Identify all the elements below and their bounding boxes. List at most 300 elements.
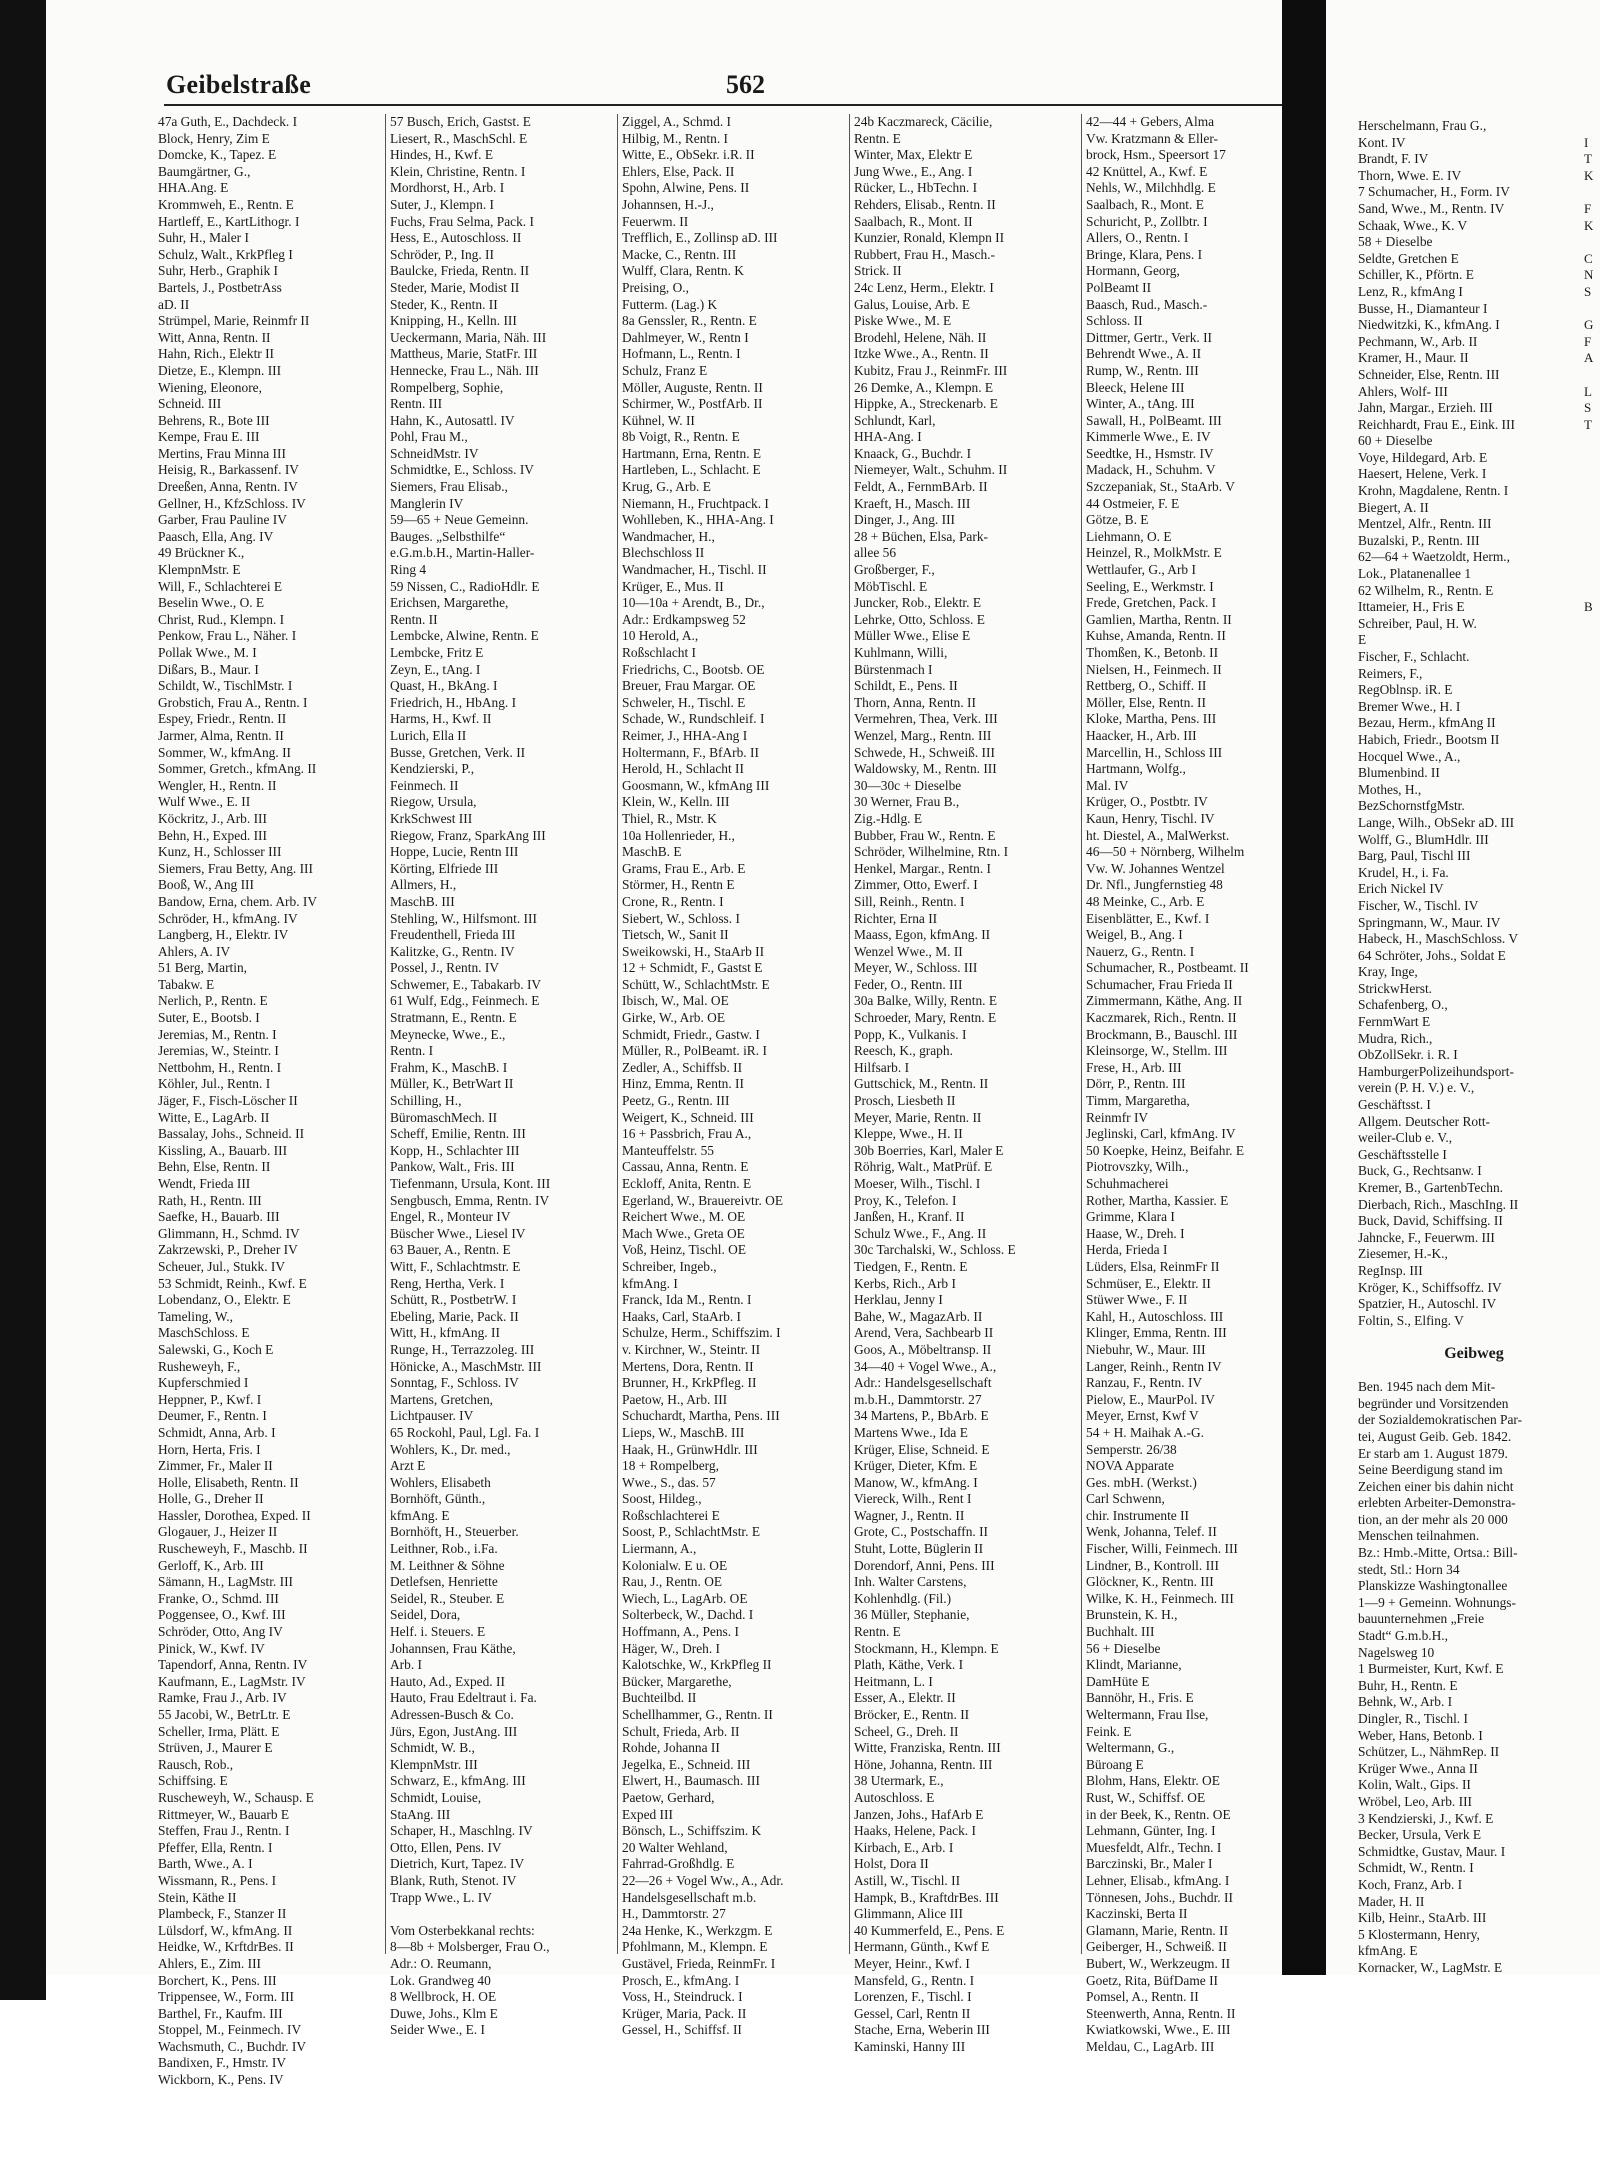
directory-entry: Suter, J., Klempn. I [390,196,494,212]
right-page-entry: Blumenbind. II [1358,765,1440,781]
directory-entry: 50 Koepke, Heinz, Beifahr. E [1086,1142,1245,1158]
directory-entry: Gellner, H., KfzSchloss. IV [158,495,306,511]
directory-entry: Rompelberg, Sophie, [390,379,504,395]
directory-entry: Wandmacher, H., [622,528,715,544]
directory-entry: Johannsen, Frau Käthe, [390,1640,516,1656]
directory-entry: Goosmann, W., kfmAng III [622,777,770,793]
directory-entry: Hoppe, Lucie, Rentn III [390,844,519,860]
directory-entry: Sommer, Gretch., kfmAng. II [158,761,317,777]
directory-entry: 49 Brückner K., [158,545,245,561]
directory-entry: Zimmer, Otto, Ewerf. I [854,877,978,893]
right-page-entry: kfmAng. E [1358,1943,1418,1959]
directory-entry: Soost, P., SchlachtMstr. E [622,1524,761,1540]
directory-entry: Tabakw. E [158,976,215,992]
directory-entry: Richter, Erna II [854,910,938,926]
directory-entry: 59 Nissen, C., RadioHdlr. E [390,578,540,594]
directory-entry: Macke, C., Rentn. III [622,246,737,262]
directory-entry: Barth, Wwe., A. I [158,1856,253,1872]
directory-entry: Niemann, H., Fruchtpack. I [622,495,769,511]
right-page-entry [1358,1363,1590,1380]
right-page-entry: Lok., Platanenallee 1 [1358,566,1472,582]
directory-entry: Soost, Hildeg., [622,1491,702,1507]
directory-entry: Paetow, H., Arb. III [622,1391,728,1407]
right-page-entry: Buhr, H., Rentn. E [1358,1677,1458,1693]
directory-entry: Grimme, Klara I [1086,1209,1175,1225]
directory-entry: Witte, E., ObSekr. i.R. II [622,147,755,163]
directory-entry: Domcke, K., Tapez. E [158,147,277,163]
directory-entry: Steder, Marie, Modist II [390,279,520,295]
directory-entry: Ruscheweyh, F., Maschb. II [158,1541,308,1557]
directory-entry: 34—40 + Vogel Wwe., A., [854,1358,997,1374]
directory-entry: Krüger, E., Mus. II [622,578,724,594]
right-page-edge-glyph [1584,1479,1600,1496]
directory-entry: 12 + Schmidt, F., Gastst E [622,960,763,976]
directory-entry: Liesert, R., MaschSchl. E [390,130,528,146]
directory-entry: Engel, R., Monteur IV [390,1209,511,1225]
right-page-entry: Pechmann, W., Arb. II [1358,333,1478,349]
directory-entry: Seidel, Dora, [390,1607,461,1623]
directory-entry: Rehders, Elisab., Rentn. II [854,196,996,212]
directory-entry: Brodehl, Helene, Näh. II [854,329,987,345]
directory-entry: Bröcker, E., Rentn. II [854,1707,970,1722]
directory-entry: Wohlers, K., Dr. med., [390,1441,511,1457]
directory-entry: Hermann, Günth., Kwf E [854,1939,990,1955]
directory-entry: m.b.H., Dammtorstr. 27 [854,1391,982,1407]
directory-entry: Bücker, Margarethe, [622,1673,732,1689]
directory-entry: Kuhlmann, Willi, [854,645,948,660]
directory-entry: 30a Balke, Willy, Rentn. E [854,993,998,1009]
directory-entry: Glamann, Marie, Rentn. II [1086,1922,1229,1938]
directory-entry: Fuchs, Frau Selma, Pack. I [390,213,534,229]
right-page-entry: Schreiber, Paul, H. W. [1358,615,1477,631]
directory-entry: Ahlers, E., Zim. III [158,1955,262,1971]
right-page-edge-glyph [1584,1363,1600,1380]
directory-entry: Dr. Nfl., Jungfernstieg 48 [1086,877,1223,893]
directory-entry: Ibisch, W., Mal. OE [622,993,729,1009]
directory-entry: Klein, Christine, Rentn. I [390,163,526,179]
directory-entry: Rusheweyh, F., [158,1358,241,1374]
right-page-entry: Buck, G., Rechtsanw. I [1358,1163,1482,1179]
directory-entry: Steffen, Frau J., Rentn. I [158,1823,290,1839]
directory-entry [390,1906,612,1923]
directory-entry: 57 Busch, Erich, Gastst. E [390,114,531,129]
directory-entry: HHA-Ang. I [854,429,922,445]
right-page-edge-glyph: C [1584,250,1593,266]
right-page-entry: Jahn, Margar., Erzieh. III [1358,400,1493,416]
right-page-entry: Buck, David, Schiffsing. II [1358,1213,1503,1229]
directory-entry: Scheff, Emilie, Rentn. III [390,1126,526,1142]
directory-entry: 8a Genssler, R., Rentn. E [622,313,757,329]
directory-entry: Fischer, Willi, Feinmech. III [1086,1541,1238,1557]
directory-entry: Müller, K., BetrWart II [390,1076,514,1092]
directory-entry: Wachsmuth, C., Buchdr. IV [158,2038,307,2054]
directory-entry: Schulz, Walt., KrkPfleg I [158,246,293,262]
directory-entry: Rau, J., Rentn. OE [622,1574,723,1590]
directory-entry: Saefke, H., Bauarb. III [158,1209,280,1225]
directory-entry: Adr.: Erdkampsweg 52 [622,611,746,627]
right-page-entry: Krohn, Magdalene, Rentn. I [1358,483,1509,499]
directory-entry: Stehling, W., Hilfsmont. III [390,910,537,926]
directory-entry: Schweler, H., Tischl. E [622,694,746,710]
directory-entry: brock, Hsm., Speersort 17 [1086,147,1226,163]
directory-entry: H., Dammtorstr. 27 [622,1906,726,1922]
directory-entry: Blechschloss II [622,545,705,561]
directory-entry: Esser, A., Elektr. II [854,1690,956,1706]
directory-entry: Mach Wwe., Greta OE [622,1225,745,1241]
directory-column-3 [622,114,844,2038]
directory-entry: Rentn. II [390,611,438,627]
directory-entry: Bartels, J., PostbetrAss [158,279,282,295]
right-page-edge-glyph [1584,732,1600,749]
directory-entry: kfmAng. E [390,1507,450,1523]
directory-entry: Ring 4 [390,562,427,578]
right-page-entry: Busse, H., Diamanteur I [1358,300,1488,316]
directory-entry: Mertens, Dora, Rentn. II [622,1358,754,1374]
directory-entry: Carl Schwenn, [1086,1491,1165,1507]
directory-entry: Preising, O., [622,279,689,295]
directory-entry: StaAng. III [390,1806,451,1822]
directory-entry: Wiening, Eleonore, [158,379,262,395]
directory-entry: 53 Schmidt, Reinh., Kwf. E [158,1275,307,1291]
directory-entry: Suter, E., Bootsb. I [158,1010,260,1026]
directory-entry: Galus, Louise, Arb. E [854,296,971,312]
directory-entry: Holst, Dora II [854,1856,929,1872]
right-page-entry: Erich Nickel IV [1358,881,1444,897]
directory-entry: MöbTischl. E [854,578,928,594]
directory-entry: Roßschlachterei E [622,1507,720,1523]
directory-entry: Schmüser, E., Elektr. II [1086,1275,1211,1291]
directory-entry: Pomsel, A., Rentn. II [1086,1989,1199,2005]
right-page-edge-glyph [1584,632,1600,649]
directory-entry: Hoffmann, A., Pens. I [622,1624,739,1640]
right-page-entry: Schmidtke, Gustav, Maur. I [1358,1843,1506,1859]
right-page-entry: 5 Klostermann, Henry, [1358,1926,1480,1942]
directory-entry: Jung Wwe., E., Ang. I [854,163,973,179]
directory-entry: Rubbert, Frau H., Masch.- [854,246,995,262]
right-page-entry: 64 Schröter, Johs., Soldat E [1358,947,1506,963]
right-page-entry: Geschäftsstelle I [1358,1146,1447,1162]
directory-entry: Kubitz, Frau J., ReinmFr. III [854,362,1008,378]
directory-entry: Heisig, R., Barkassenf. IV [158,462,299,478]
directory-entry: Lembcke, Fritz E [390,645,484,660]
directory-entry: Saalbach, R., Mont. E [1086,196,1204,212]
right-page-edge-glyph [1584,1396,1600,1413]
directory-entry: Weltermann, Frau Ilse, [1086,1707,1209,1722]
directory-entry: Vermehren, Thea, Verk. III [854,711,998,727]
directory-entry: Reesch, K., graph. [854,1043,953,1059]
directory-entry: Voß, Heinz, Tischl. OE [622,1242,746,1258]
directory-entry: 26 Demke, A., Klempn. E [854,379,994,395]
directory-entry: Sämann, H., LagMstr. III [158,1574,293,1590]
directory-entry: Plambeck, F., Stanzer II [158,1906,287,1922]
right-page-entry: Schützer, L., NähmRep. II [1358,1744,1500,1760]
directory-entry: Eisenblätter, E., Kwf. I [1086,910,1210,926]
directory-entry: Bubber, Frau W., Rentn. E [854,827,996,843]
right-page-entry: Habeck, H., MaschSchloss. V [1358,931,1519,947]
directory-entry: Schroeder, Mary, Rentn. E [854,1010,997,1026]
directory-entry: Paetow, Gerhard, [622,1789,715,1805]
directory-entry: Rausch, Rob., [158,1756,234,1772]
right-page-edge-glyph [1584,1230,1600,1247]
directory-entry: Seidel, R., Steuber. E [390,1590,505,1606]
directory-entry: Scheller, Irma, Plätt. E [158,1723,280,1739]
directory-entry: 59—65 + Neue Gemeinn. [390,512,529,528]
right-page-entry: FernmWart E [1358,1014,1431,1030]
directory-entry: Ramke, Frau J., Arb. IV [158,1690,287,1706]
directory-entry: Reichert Wwe., M. OE [622,1209,746,1225]
directory-entry: Bringe, Klara, Pens. I [1086,246,1203,262]
right-page-edge-glyph: A [1584,350,1594,366]
directory-entry: Meyer, Marie, Rentn. II [854,1109,982,1125]
directory-entry: 8b Voigt, R., Rentn. E [622,429,740,445]
directory-entry: Feink. E [1086,1723,1132,1739]
right-page-edge-glyph: K [1584,167,1594,183]
directory-entry: Hartmann, Erna, Rentn. E [622,445,762,461]
directory-entry: Lehmann, Günter, Ing. I [1086,1823,1216,1839]
directory-entry: KrkSchwest III [390,810,473,826]
right-page-edge-glyph: F [1584,200,1592,216]
directory-entry: Büscher Wwe., Liesel IV [390,1225,526,1241]
right-page-edge-glyph [1584,1031,1600,1048]
directory-entry: Klindt, Marianne, [1086,1657,1182,1673]
directory-entry: Thomßen, K., Betonb. II [1086,645,1219,660]
directory-entry: Block, Henry, Zim E [158,130,270,146]
right-page-entry: Weber, Hans, Betonb. I [1358,1727,1483,1743]
directory-entry: Frese, H., Arb. III [1086,1059,1182,1075]
directory-entry: 42 Knüttel, A., Kwf. E [1086,163,1208,179]
directory-entry: SchneidMstr. IV [390,445,479,461]
right-page-entry: Kont. IV [1358,134,1406,150]
right-page-edge-glyph [1584,997,1600,1014]
directory-entry: Maass, Egon, kfmAng. II [854,927,991,943]
directory-entry: Schmidt, W. B., [390,1740,475,1756]
page-header-street: Geibelstraße [166,70,312,99]
right-page-entry: verein (P. H. V.) e. V., [1358,1080,1475,1096]
right-page-edge-glyph [1584,483,1600,500]
directory-entry: Holle, Elisabeth, Rentn. II [158,1474,299,1490]
right-page-entry: Jahncke, F., Feuerwm. III [1358,1229,1495,1245]
directory-entry: 46—50 + Nörnberg, Wilhelm [1086,844,1245,860]
directory-entry: Meyer, W., Schloss. III [854,960,978,976]
directory-entry: Astill, W., Tischl. II [854,1872,961,1888]
right-page-edge-glyph [1584,765,1600,782]
directory-entry: Schwemer, E., Tabakarb. IV [390,976,542,992]
directory-entry: Feder, O., Rentn. III [854,976,963,992]
directory-entry: Wiech, L., LagArb. OE [622,1590,748,1606]
directory-entry: Janzen, Johs., HafArb E [854,1806,984,1822]
directory-entry: Bürstenmach I [854,661,933,677]
directory-entry: Seeling, E., Werkmstr. I [1086,578,1214,594]
directory-entry: Mattheus, Marie, StatFr. III [390,346,538,362]
directory-entry: Strick. II [854,263,902,279]
directory-entry: in der Beek, K., Rentn. OE [1086,1806,1231,1822]
directory-entry: Holle, G., Dreher II [158,1491,264,1507]
right-page-entry: Fischer, F., Schlacht. [1358,649,1470,664]
directory-entry: Winter, Max, Elektr E [854,147,973,163]
right-page-entry: Mudra, Rich., [1358,1030,1433,1046]
directory-entry: Hinz, Emma, Rentn. II [622,1076,744,1092]
directory-entry: Schloss. II [1086,313,1143,329]
right-page-entry: Brandt, F. IV [1358,151,1429,167]
directory-entry: Rücker, L., HbTechn. I [854,180,978,196]
directory-entry: Schulz, Franz E [622,362,708,378]
directory-entry: Sill, Reinh., Rentn. I [854,893,965,909]
directory-entry: Kaczmarek, Rich., Rentn. II [1086,1010,1237,1026]
directory-entry: Kupferschmied I [158,1375,249,1391]
directory-entry: Niemeyer, Walt., Schuhm. II [854,462,1008,478]
directory-entry: e.G.m.b.H., Martin-Haller- [390,545,535,561]
directory-entry: Zimmer, Fr., Maler II [158,1458,273,1474]
right-page-edge-glyph [1584,1562,1600,1579]
directory-entry: Lichtpauser. IV [390,1408,474,1424]
right-page-entry: Biegert, A. II [1358,499,1429,515]
right-page-entry: Stadt“ G.m.b.H., [1358,1628,1449,1644]
directory-entry: 24b Kaczmareck, Cäcilie, [854,114,993,129]
right-page-edge-glyph [1584,931,1600,948]
directory-entry: Sonntag, F., Schloss. IV [390,1375,519,1391]
directory-entry: Röhrig, Walt., MatPrüf. E [854,1159,993,1175]
directory-entry: Scheel, G., Dreh. II [854,1723,959,1739]
directory-entry: Liermann, A., [622,1541,697,1557]
directory-entry: Reng, Hertha, Verk. I [390,1275,505,1291]
directory-entry: Seider Wwe., E. I [390,2022,485,2038]
directory-entry: Niebuhr, W., Maur. III [1086,1341,1206,1357]
directory-entry: Steder, K., Rentn. II [390,296,498,312]
directory-entry: Wickborn, K., Pens. IV [158,2072,284,2088]
directory-entry: Hippke, A., Streckenarb. E [854,396,998,412]
directory-entry: Schwede, H., Schweiß. III [854,744,995,760]
directory-entry: Thorn, Anna, Rentn. II [854,694,976,710]
right-page-entry: stedt, Stl.: Horn 34 [1358,1561,1460,1577]
directory-entry: 8—8b + Molsberger, Frau O., [390,1939,550,1955]
right-page-entry: Voye, Hildegard, Arb. E [1358,449,1488,465]
directory-entry: Hahn, K., Autosattl. IV [390,412,515,428]
directory-entry: Barthel, Fr., Kaufm. III [158,2005,283,2021]
right-page-edge-glyph [1584,1047,1600,1064]
directory-entry: Arzt E [390,1458,426,1474]
directory-entry: Booß, W., Ang III [158,877,254,893]
directory-entry: Jürs, Egon, JustAng. III [390,1723,518,1739]
right-page-entry: Lenz, R., kfmAng I [1358,283,1463,299]
directory-entry: Herold, H., Schlacht II [622,761,744,777]
directory-entry: Dreeßen, Anna, Rentn. IV [158,479,298,495]
directory-entry: Kraeft, H., Masch. III [854,495,971,511]
directory-entry: Lembcke, Alwine, Rentn. E [390,628,539,644]
directory-entry: Schumacher, R., Postbeamt. II [1086,960,1249,976]
directory-entry: Hilfsarb. I [854,1059,910,1075]
right-page-edge-glyph [1584,450,1600,467]
directory-entry: Rentn. E [854,1624,901,1640]
right-page-edge-glyph [1584,433,1600,450]
directory-entry: Lüders, Elsa, ReinmFr II [1086,1258,1220,1274]
directory-entry: Zakrzewski, P., Dreher IV [158,1242,298,1258]
directory-entry: Wwe., S., das. 57 [622,1474,716,1490]
directory-entry: Kuhse, Amanda, Rentn. II [1086,628,1226,644]
right-page-entry: E [1358,632,1367,648]
right-page-entry: 7 Schumacher, H., Form. IV [1358,184,1510,200]
directory-entry: Schröder, H., kfmAng. IV [158,910,298,926]
directory-entry: Kleppe, Wwe., H. II [854,1126,963,1142]
directory-entry: Lok. Grandweg 40 [390,1972,491,1988]
directory-entry: Körting, Elfriede III [390,860,499,876]
directory-entry: Schmidt, Friedr., Gastw. I [622,1026,760,1042]
directory-entry: Christ, Rud., Klempn. I [158,611,285,627]
directory-entry: Goetz, Rita, BüfDame II [1086,1972,1219,1988]
right-page-entry: 62—64 + Waetzoldt, Herm., [1358,549,1511,565]
directory-entry: Götze, B. E [1086,512,1149,528]
right-page-edge-glyph [1584,1246,1600,1263]
directory-entry: Bornhöft, Günth., [390,1491,486,1507]
directory-entry: Reimer, J., HHA-Ang I [622,727,748,743]
directory-entry: PolBeamt II [1086,279,1152,295]
right-page-edge-glyph [1584,118,1600,135]
right-page-entry: Zeichen einer bis dahin nicht [1358,1478,1514,1494]
directory-entry: Friedrichs, C., Bootsb. OE [622,661,765,677]
right-page-edge-glyph [1584,1064,1600,1081]
right-page-edge-glyph [1584,699,1600,716]
directory-entry: Tietsch, W., Sanit II [622,927,729,943]
directory-entry: Marcellin, H., Schloss III [1086,744,1223,760]
right-page-edge-glyph [1584,1313,1600,1330]
directory-entry: Breuer, Frau Margar. OE [622,678,756,694]
directory-entry: Nielsen, H., Feinmech. II [1086,661,1222,677]
right-page-entry [1358,1329,1590,1346]
directory-entry: Gessel, H., Schiffsf. II [622,2022,742,2038]
directory-entry: Schütt, W., SchlachtMstr. E [622,976,770,992]
directory-entry: v. Kirchner, W., Steintr. II [622,1341,761,1357]
right-page-edge-glyph: K [1584,217,1594,233]
directory-entry: Tapendorf, Anna, Rentn. IV [158,1657,308,1673]
directory-entry: Egerland, W., Brauereivtr. OE [622,1192,784,1208]
directory-entry: Popp, K., Vulkanis. I [854,1026,967,1042]
directory-column-5 [1086,114,1308,2054]
directory-entry: Haak, H., GrünwHdlr. III [622,1441,758,1457]
directory-entry: Weigert, K., Schneid. III [622,1109,754,1125]
right-page-edge-glyph [1584,682,1600,699]
directory-entry: Wenk, Johanna, Telef. II [1086,1524,1217,1540]
right-page-entry: Kramer, H., Maur. II [1358,350,1469,366]
directory-entry: Liehmann, O. E [1086,528,1172,544]
directory-entry: Hauto, Ad., Exped. II [390,1673,505,1689]
right-page-entry: Geibweg [1444,1344,1504,1362]
right-page-edge-glyph [1584,1080,1600,1097]
right-page-entry: Schaak, Wwe., K. V [1358,217,1468,233]
directory-entry: kfmAng. I [622,1275,678,1291]
right-page-entry: Koch, Franz, Arb. I [1358,1876,1463,1892]
right-page-edge-glyph [1584,1280,1600,1297]
directory-entry: Schröder, Otto, Ang IV [158,1624,283,1640]
directory-entry: 51 Berg, Martin, [158,960,248,976]
right-page-edge-glyph [1584,1545,1600,1562]
directory-entry: Franke, O., Schmd. III [158,1590,279,1606]
directory-entry: Müller Wwe., Elise E [854,628,971,644]
directory-entry: Gerloff, K., Arb. III [158,1557,264,1573]
directory-entry: Störmer, H., Rentn E [622,877,735,893]
directory-entry: Haaks, Helene, Pack. I [854,1823,976,1839]
directory-entry: Viereck, Wilh., Rent I [854,1491,972,1507]
directory-entry: Kunzier, Ronald, Klempn II [854,230,1005,246]
directory-entry: 38 Utermark, E., [854,1773,944,1789]
directory-entry: Heitmann, L. I [854,1673,933,1689]
directory-entry: Brockmann, B., Bauschl. III [1086,1026,1238,1042]
directory-entry: Arend, Vera, Sachbearb II [854,1325,994,1341]
directory-entry: Manglerin IV [390,495,464,511]
right-page-entry: Planskizze Washingtonallee [1358,1578,1508,1594]
directory-entry: Kloke, Martha, Pens. III [1086,711,1217,727]
right-page-edge-glyph [1584,583,1600,600]
right-page-entry: Seldte, Gretchen E [1358,250,1459,266]
directory-entry: 10a Hollenrieder, H., [622,827,735,843]
